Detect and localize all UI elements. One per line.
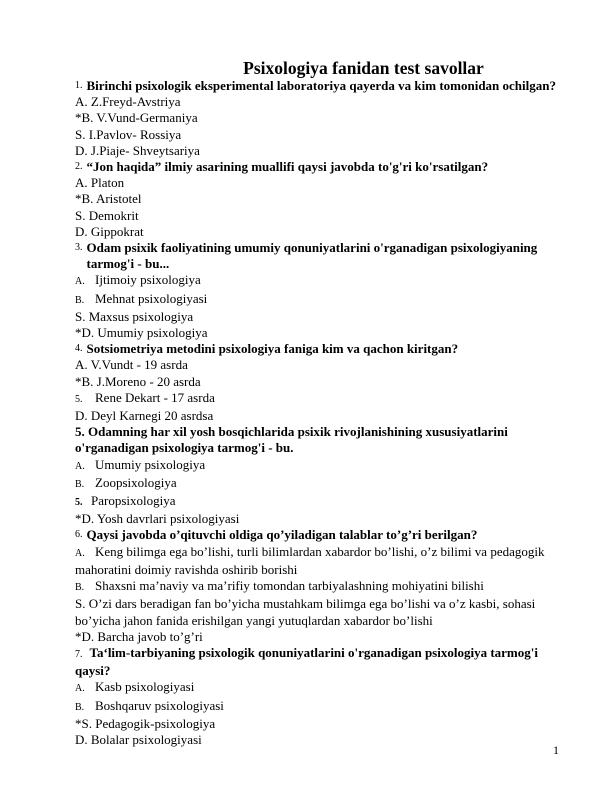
question-4 — [75, 341, 575, 357]
option: A. Z.Freyd-Avstriya — [75, 94, 181, 110]
option-mark: A. — [75, 683, 85, 695]
option — [75, 698, 575, 716]
question-number: 1. — [75, 80, 83, 91]
option: *B. V.Vund-Germaniya — [75, 110, 198, 126]
option — [75, 291, 575, 309]
question-number: 7. — [75, 648, 83, 660]
option-mark: B. — [75, 701, 85, 713]
question-number: 5. — [75, 424, 85, 440]
option — [75, 475, 575, 493]
option — [75, 457, 575, 475]
question-3 — [75, 240, 575, 272]
question-list — [75, 78, 575, 748]
option-mark: A. — [75, 547, 85, 559]
option: *B. J.Moreno - 20 asrda — [75, 373, 201, 389]
option — [75, 679, 575, 697]
question-text: Odam psixik faoliyatining umumiy qonuniyatlarini o'rganadigan psixologiyaning tarmog'i - bu... — [86, 240, 538, 272]
question-1 — [75, 78, 575, 94]
option-text: Kasb psixologiyasi — [95, 679, 195, 695]
option-text: Keng bilimga ega bo’lishi, turli bilimlardan xabardor bo’lishi, o’z bilimi va pedagogik mahoratini doimiy ravishda oshirib borishi — [75, 543, 545, 577]
question-text: Ta‘lim-tarbiyaning psixologik qonuniyatlarini o'rganadigan psixologiya tarmog'i qaysi? — [75, 644, 538, 679]
page-title: Psixologiya fanidan test savollar — [243, 58, 484, 78]
question-text: Odamning har xil yosh bosqichlarida psixik rivojlanishining xususiyatlarini o'rganadigan psixologiya tarmog'i - bu. — [75, 424, 508, 456]
question-text: Qaysi javobda o’qituvchi oldiga qo’yiladigan talablar to’g’ri berilgan? — [86, 527, 478, 543]
question-number: 6. — [75, 529, 83, 541]
option — [75, 493, 575, 511]
option-text: Mehnat psixologiyasi — [95, 290, 208, 306]
option — [75, 544, 575, 578]
option — [75, 578, 575, 596]
option: *B. Aristotel — [75, 191, 142, 207]
question-text: Sotsiometriya metodini psixologiya faniga kim va qachon kiritgan? — [86, 341, 459, 357]
question-7 — [75, 645, 575, 679]
option-mark: A. — [75, 460, 85, 472]
option: S. Demokrit — [75, 207, 139, 223]
page-number: 1 — [553, 743, 559, 757]
question-2 — [75, 159, 575, 175]
question-6 — [75, 527, 575, 543]
question-number: 3. — [75, 242, 83, 254]
option-text: Boshqaruv psixologiyasi — [95, 697, 224, 713]
option-text: Ijtimoiy psixologiya — [95, 272, 201, 288]
option: *D. Barcha javob to’g’ri — [75, 628, 203, 644]
option: S. Maxsus psixologiya — [75, 308, 194, 324]
option-mark: B. — [75, 582, 85, 594]
question-number: 2. — [75, 161, 83, 173]
option: A. V.Vundt - 19 asrda — [75, 357, 188, 373]
option: D. Bolalar psixologiyasi — [75, 731, 202, 747]
option-text: Paropsixologiya — [91, 493, 176, 509]
option: *S. Pedagogik-psixologiya — [75, 715, 216, 731]
option: *D. Yosh davrlari psixologiyasi — [75, 511, 240, 527]
option-text: Rene Dekart - 17 asrda — [95, 389, 215, 405]
option: *D. Umumiy psixologiya — [75, 325, 208, 341]
option-mark: 5. — [75, 393, 83, 405]
question-text: “Jon haqida” ilmiy asarining muallifi qaysi javobda to'g'ri ko'rsatilgan? — [86, 159, 489, 175]
question-5 — [75, 424, 575, 456]
option: A. Platon — [75, 175, 125, 191]
option-mark: B. — [75, 294, 85, 306]
option: D. Gippokrat — [75, 223, 144, 239]
question-number: 4. — [75, 343, 83, 355]
option-mark: B. — [75, 478, 85, 490]
option-mark: A. — [75, 276, 85, 288]
option: S. I.Pavlov- Rossiya — [75, 126, 182, 142]
option-text: Shaxsni ma’naviy va ma’rifiy tomondan tarbiyalashning mohiyatini bilishi — [95, 578, 484, 594]
option-text: Umumiy psixologiya — [95, 456, 206, 472]
option: S. O’zi dars beradigan fan bo’yicha mustahkam bilimga ega bo’lishi va o’z kasbi, sohasi bo’yicha jahon fanida erishilgan yangi yutuqlardan xabardor bo’lishi — [75, 596, 536, 628]
option — [75, 272, 575, 290]
question-text: Birinchi psixologik eksperimental laboratoriya qayerda va kim tomonidan ochilgan? — [86, 78, 556, 93]
option-text: Zoopsixologiya — [95, 474, 177, 490]
option — [75, 390, 575, 408]
option-mark: 5. — [75, 497, 83, 509]
option: D. Deyl Karnegi 20 asrdsa — [75, 408, 214, 424]
option: D. J.Piaje- Shveytsariya — [75, 142, 200, 158]
